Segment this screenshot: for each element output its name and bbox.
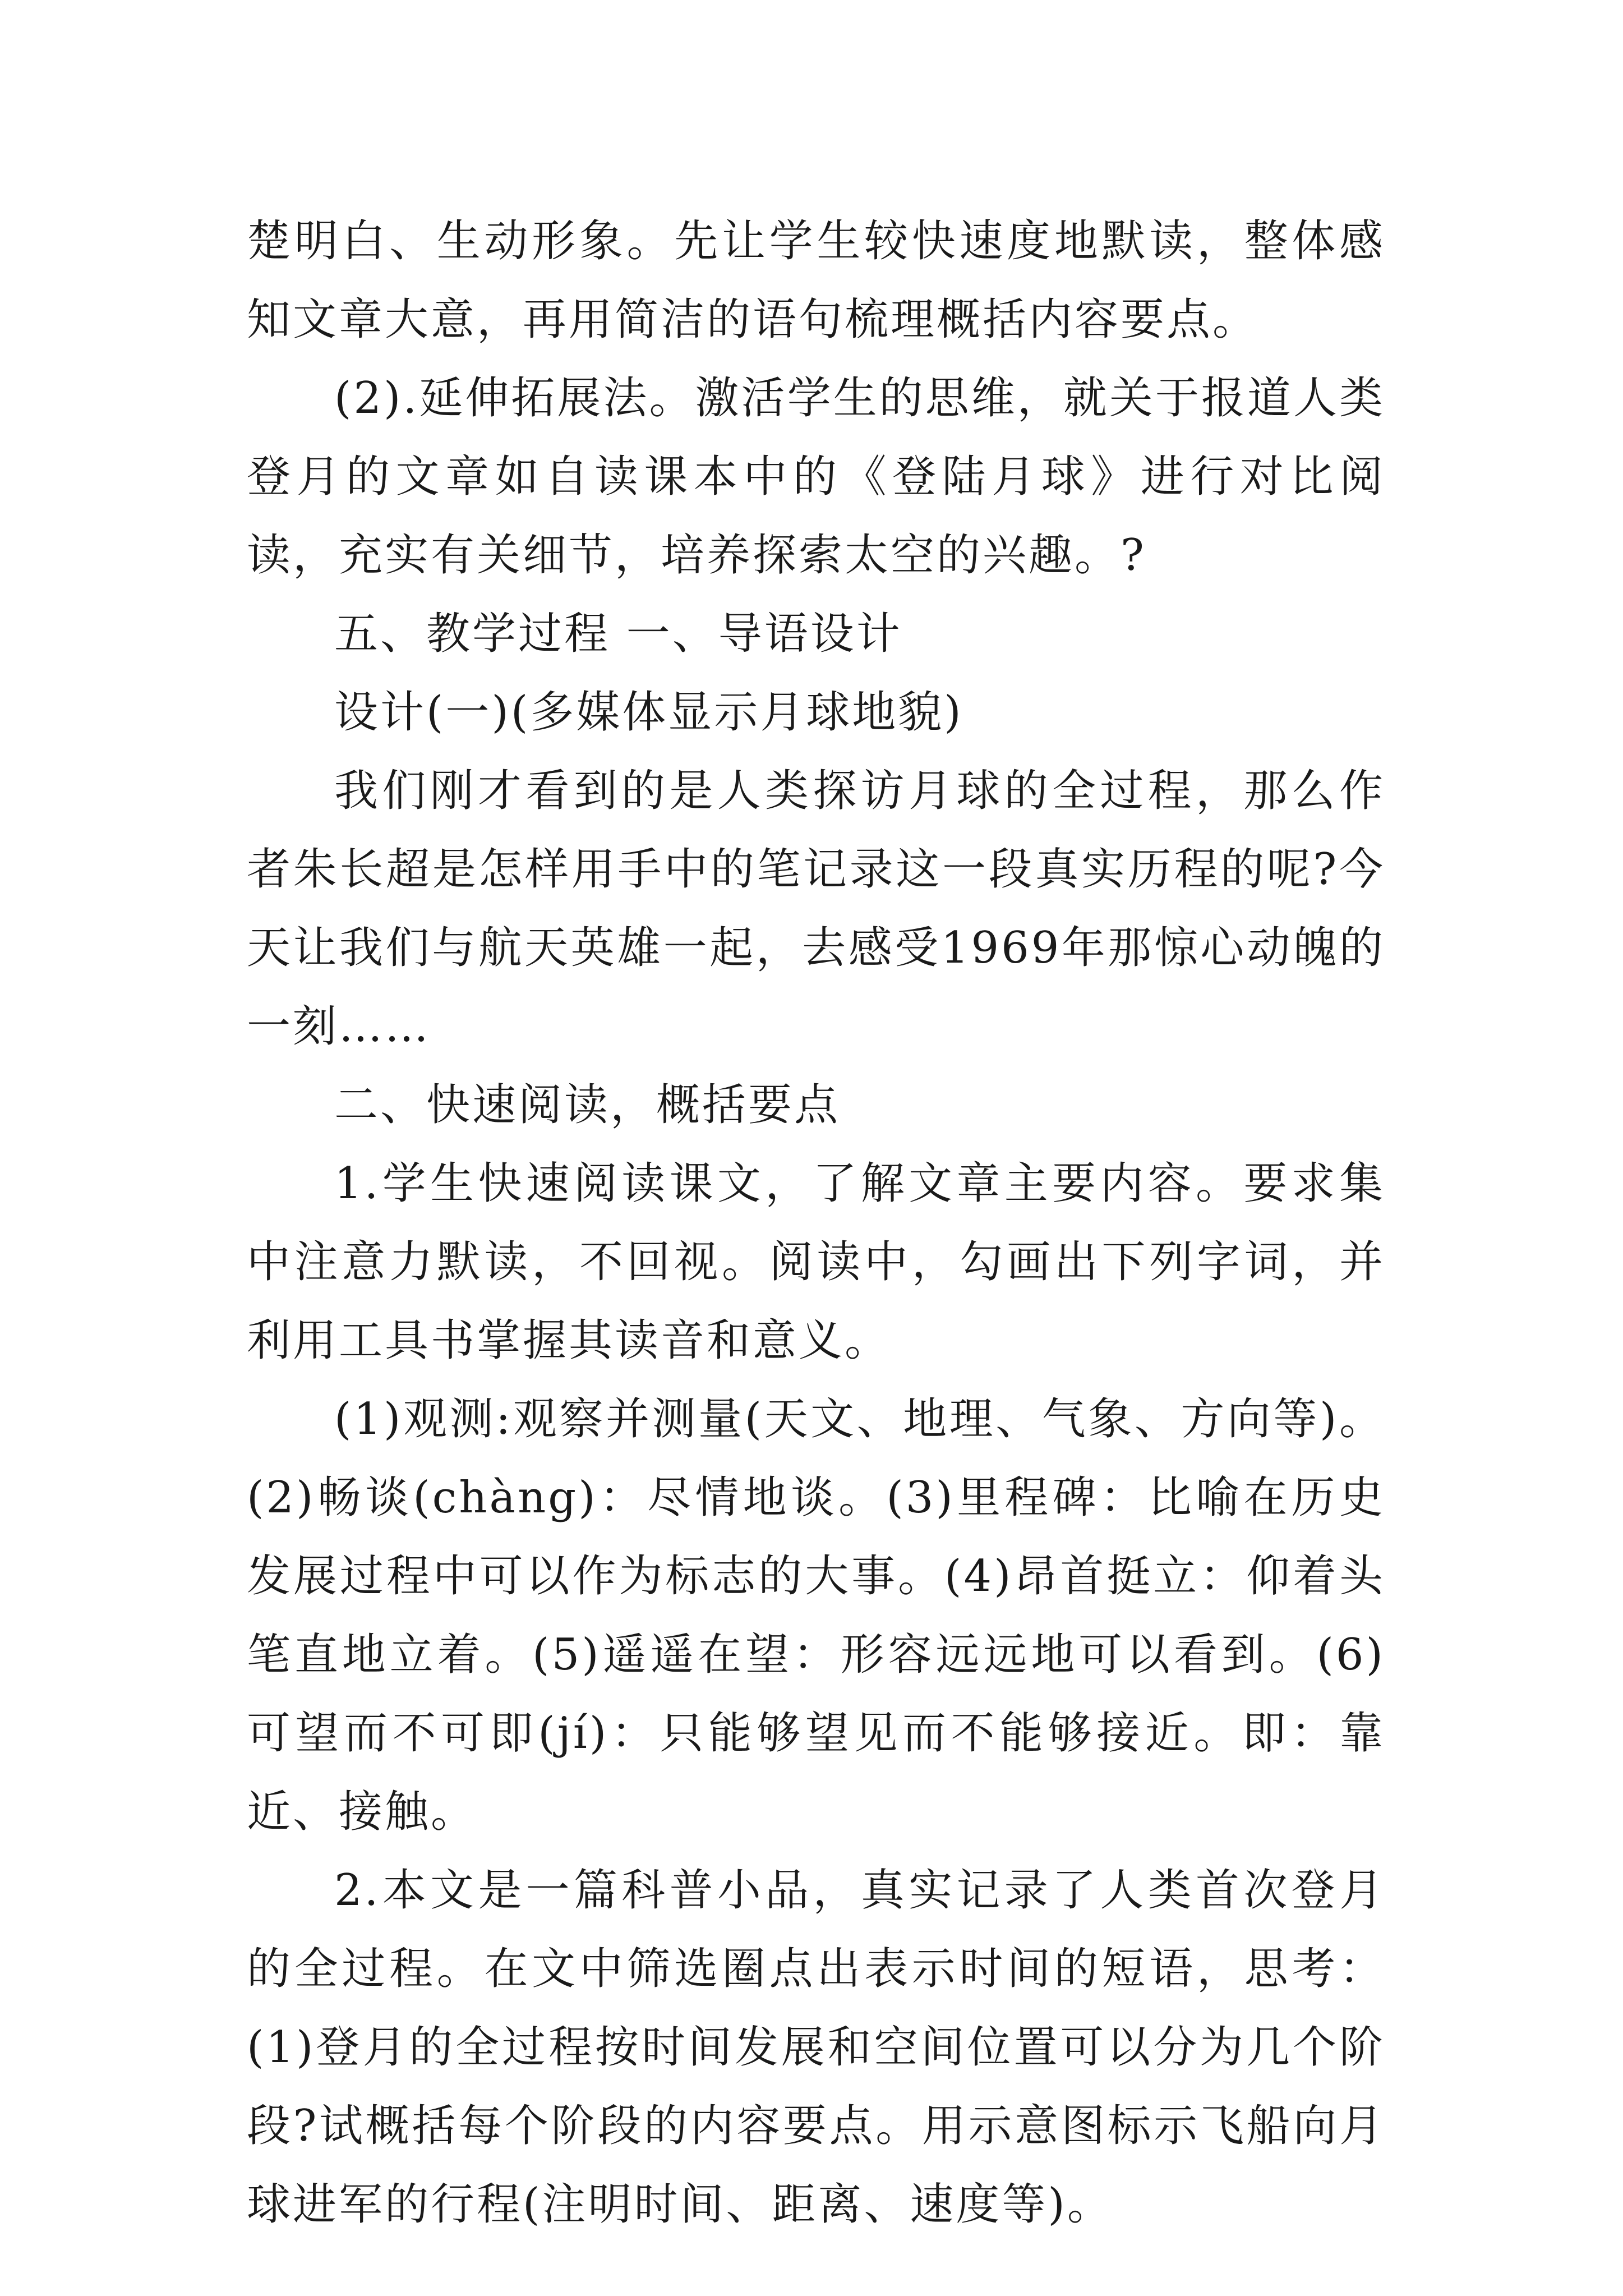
body-text xyxy=(247,202,1385,2244)
section-heading-quick-reading: 二、快速阅读，概括要点 xyxy=(334,1080,841,1130)
paragraph-continuation: 楚明白、生动形象。先让学生较快速度地默读，整体感知文章大意，再用简洁的语句梳理概括内容要点。 xyxy=(247,216,1385,345)
paragraph-reading-task: 1.学生快速阅读课文，了解文章主要内容。要求集中注意力默读，不回视。阅读中，勾画出下列字词，并利用工具书掌握其读音和意义。 xyxy=(247,1158,1385,1366)
paragraph-extension-method: (2).延伸拓展法。激活学生的思维，就关于报道人类登月的文章如自读课本中的《登陆月球》进行对比阅读，充实有关细节，培养探索太空的兴趣。? xyxy=(247,373,1385,581)
subheading-design-one: 设计(一)(多媒体显示月球地貌) xyxy=(334,687,963,738)
paragraph-introduction: 我们刚才看到的是人类探访月球的全过程，那么作者朱长超是怎样用手中的笔记录这一段真实历程的呢?今天让我们与航天英雄一起，去感受1969年那惊心动魄的一刻…… xyxy=(247,766,1385,1052)
paragraph-timeline-task: 2.本文是一篇科普小品，真实记录了人类首次登月的全过程。在文中筛选圈点出表示时间的短语，思考：(1)登月的全过程按时间发展和空间位置可以分为几个阶段?试概括每个阶段的内容要点。用示意图标示飞船向月球进军的行程(注明时间、距离、速度等)。 xyxy=(247,1865,1385,2230)
paragraph-vocabulary: (1)观测:观察并测量(天文、地理、气象、方向等)。(2)畅谈(chàng)：尽情地谈。(3)里程碑：比喻在历史发展过程中可以作为标志的大事。(4)昂首挺立：仰着头笔直地立着。(5)遥遥在望：形容远远地可以看到。(6)可望而不可即(jí)：只能够望见而不能够接近。即：靠近、接触。 xyxy=(247,1394,1385,1837)
section-heading-teaching-process: 五、教学过程 一、导语设计 xyxy=(334,609,902,659)
